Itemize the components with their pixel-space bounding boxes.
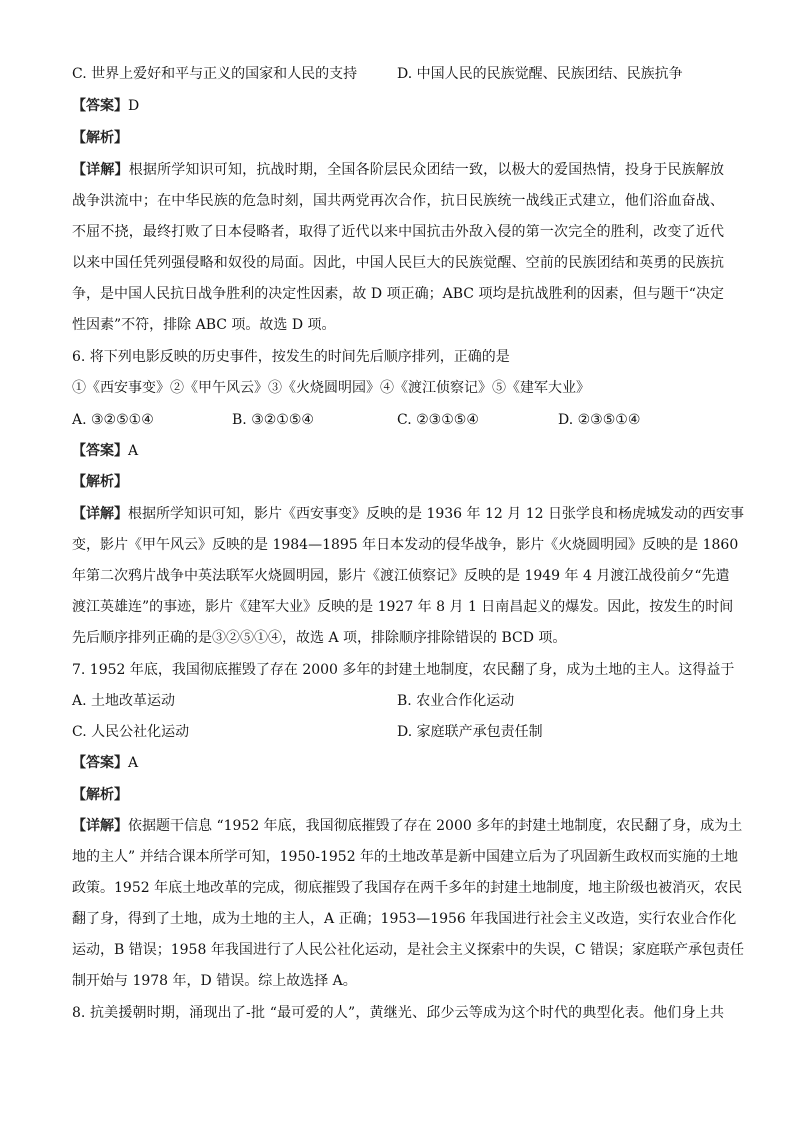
q7-option-c: C. 人民公社化运动 (72, 724, 190, 740)
q5-answer-value: D (128, 98, 140, 114)
q5-detail-line-3: 不屈不挠，最终打败了日本侵略者，取得了近代以来中国抗击外敌入侵的第一次完全的胜利，改变了近代 (72, 224, 724, 240)
q7-detail-line-4: 翻了身，得到了土地，成为土地的主人，A 正确；1953—1956 年我国进行社会主义改造，实行农业合作化 (72, 911, 737, 927)
q6-detail-line-4: 渡江英雄连”的事迹，影片《建军大业》反映的是 1927 年 8 月 1 日南昌起义的爆发。因此，按发生的时间 (72, 599, 734, 615)
detail-tag: 【详解】 (72, 506, 128, 522)
q6-analysis-heading: 【解析】 (72, 474, 128, 490)
q5-detail-line-6: 性因素”不符，排除 ABC 项。故选 D 项。 (72, 317, 336, 333)
answer-tag: 【答案】 (72, 755, 128, 771)
q6-detail-line-2: 变，影片《甲午风云》反映的是 1984—1895 年日本发动的侵华战争，影片《火烧圆明园》反映的是 1860 (72, 537, 739, 553)
detail-tag: 【详解】 (72, 818, 128, 834)
q5-option-c: C. 世界上爱好和平与正义的国家和人民的支持 (72, 66, 358, 82)
q7-detail-line-2: 地的主人” 并结合课本所学可知，1950-1952 年的土地改革是新中国建立后为了巩固新生政权而实施的土地 (72, 849, 739, 865)
q5-detail-line-5: 争，是中国人民抗日战争胜利的决定性因素，故 D 项正确；ABC 项均是抗战胜利的因素，但与题干“决定 (72, 286, 724, 302)
q6-option-a: A. ③②⑤①④ (72, 412, 154, 428)
q6-option-d: D. ②③⑤①④ (558, 412, 641, 428)
q6-detail-line-1: 【详解】根据所学知识可知，影片《西安事变》反映的是 1936 年 12 月 12 日张学良和杨虎城发动的西安事 (72, 506, 744, 522)
q7-detail-line-3: 政策。1952 年底土地改革的完成，彻底摧毁了我国存在两千多年的封建土地制度，地主阶级也被消灭，农民 (72, 880, 743, 896)
q7-stem: 7. 1952 年底，我国彻底摧毁了存在 2000 多年的封建土地制度，农民翻了身，成为土地的主人。这得益于 (72, 662, 735, 678)
q6-detail-line-3: 年第二次鸦片战争中英法联军火烧圆明园，影片《渡江侦察记》反映的是 1949 年 4 月渡江战役前夕“先遣 (72, 568, 730, 584)
q6-answer (72, 441, 724, 461)
q5-detail-line-2: 战争洪流中；在中华民族的危急时刻，国共两党再次合作，抗日民族统一战线正式建立，他们浴血奋战、 (72, 193, 724, 209)
q6-items: ①《西安事变》②《甲午风云》③《火烧圆明园》④《渡江侦察记》⑤《建军大业》 (72, 380, 590, 396)
q7-analysis-heading: 【解析】 (72, 787, 128, 803)
q7-option-a: A. 土地改革运动 (72, 693, 176, 709)
q7-option-b: B. 农业合作化运动 (397, 693, 515, 709)
q5-answer (72, 96, 724, 116)
q7-answer-value: A (128, 755, 139, 771)
q8-stem: 8. 抗美援朝时期，涌现出了-批 “最可爱的人”，黄继光、邱少云等成为这个时代的典型化表。他们身上共 (72, 1005, 724, 1021)
q6-detail-line-5: 先后顺序排列正确的是③②⑤①④，故选 A 项，排除顺序排除错误的 BCD 项。 (72, 630, 567, 646)
answer-tag: 【答案】 (72, 98, 128, 114)
q7-answer (72, 753, 724, 773)
q6-stem: 6. 将下列电影反映的历史事件，按发生的时间先后顺序排列，正确的是 (72, 349, 510, 365)
detail-tag: 【详解】 (72, 162, 129, 178)
q5-option-d: D. 中国人民的民族觉醒、民族团结、民族抗争 (397, 66, 683, 82)
q5-detail-line-1: 【详解】根据所学知识可知，抗战时期，全国各阶层民众团结一致，以极大的爱国热情，投身于民族解放 (72, 162, 725, 178)
q7-detail-line-1: 【详解】依据题干信息 “1952 年底，我国彻底摧毁了存在 2000 多年的封建土地制度，农民翻了身，成为土 (72, 818, 743, 834)
q6-option-b: B. ③②①⑤④ (232, 412, 314, 428)
q7-detail-line-6: 制开始与 1978 年，D 错误。综上故选择 A。 (72, 973, 357, 989)
q6-option-c: C. ②③①⑤④ (397, 412, 479, 428)
q5-analysis-heading: 【解析】 (72, 130, 128, 146)
q6-answer-value: A (128, 443, 139, 459)
q7-option-d: D. 家庭联产承包责任制 (397, 724, 543, 740)
q5-detail-line-4: 以来中国任凭列强侵略和奴役的局面。因此，中国人民巨大的民族觉醒、空前的民族团结和英勇的民族抗 (72, 255, 724, 271)
q7-detail-line-5: 运动，B 错误；1958 年我国进行了人民公社化运动，是社会主义探索中的失误，C 错误；家庭联产承包责任 (72, 942, 744, 958)
answer-tag: 【答案】 (72, 443, 128, 459)
